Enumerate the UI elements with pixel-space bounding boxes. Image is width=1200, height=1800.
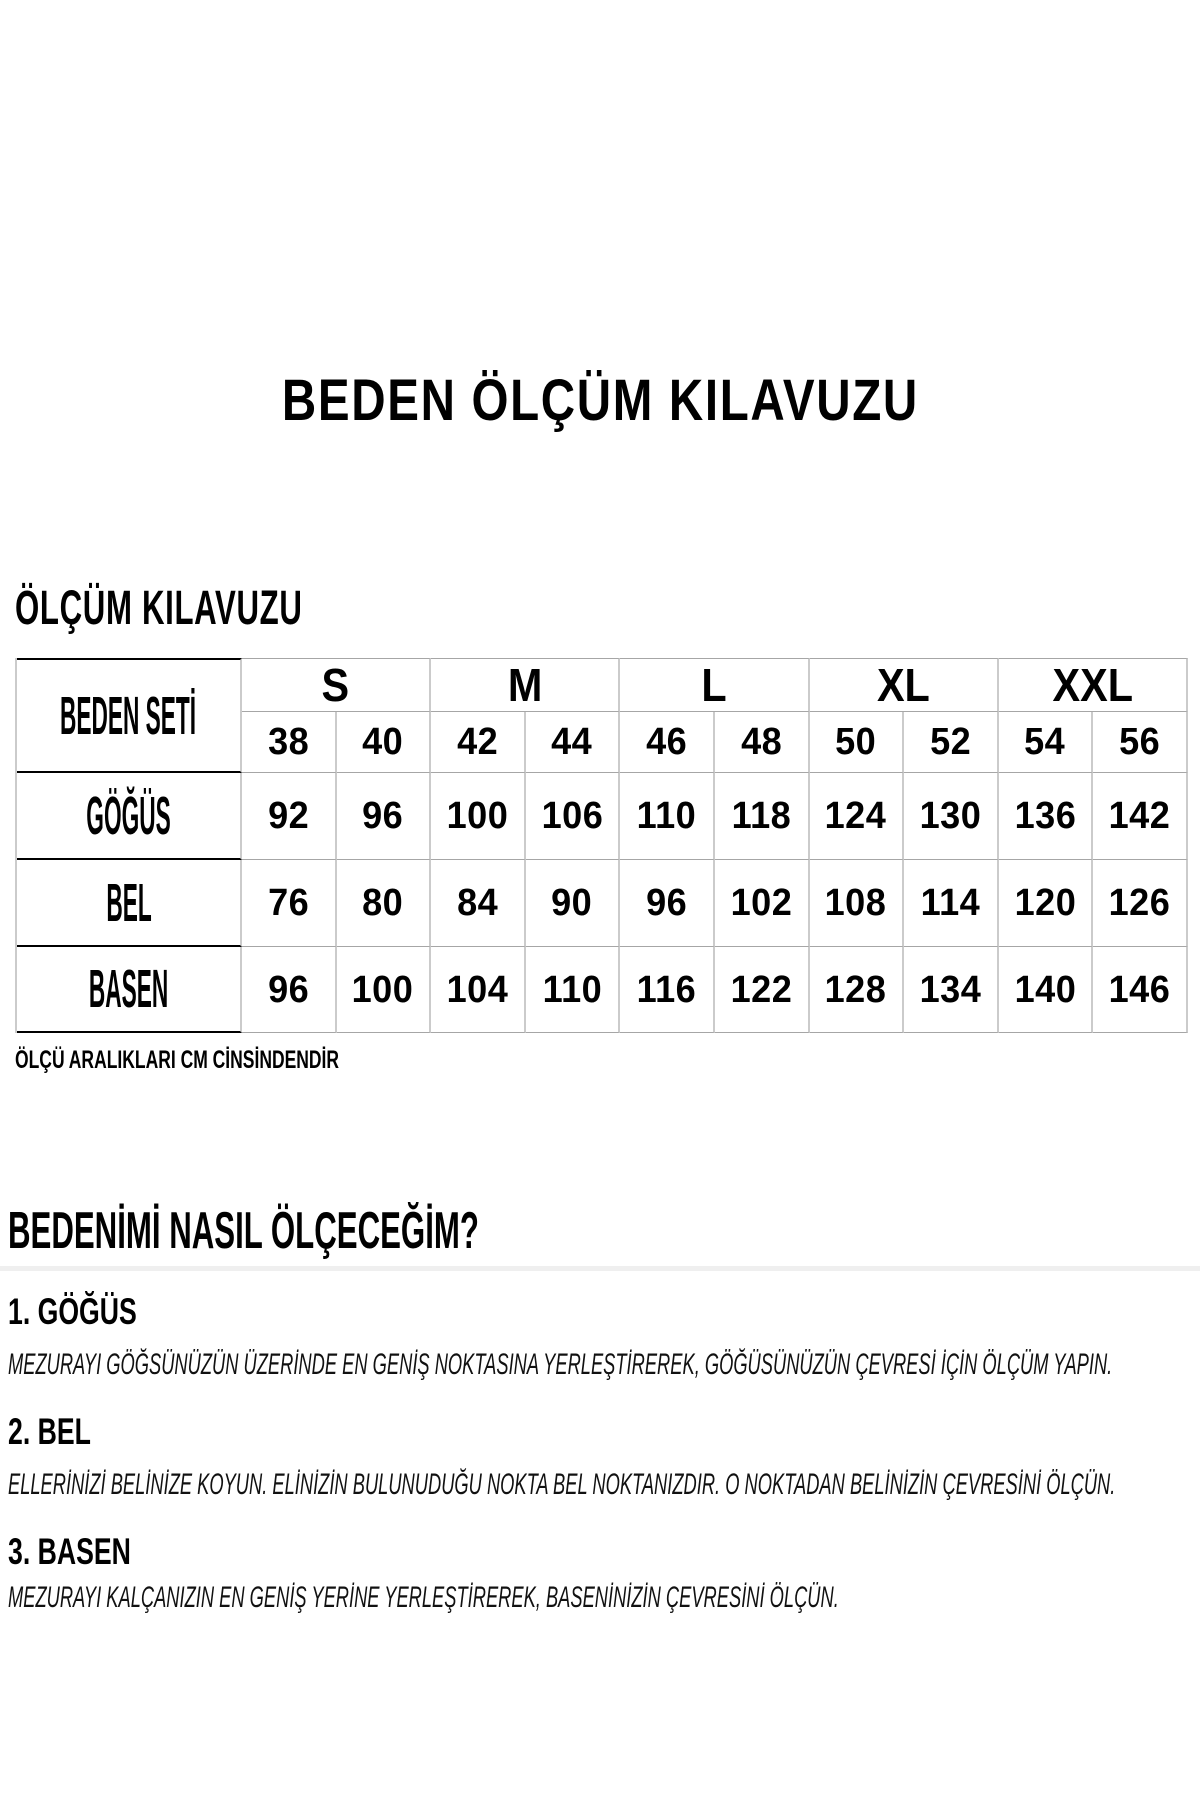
size-header-cell [620,712,715,773]
size-header-value: 52 [929,721,972,763]
how-to-measure-heading-text: BEDENİMİ NASIL ÖLÇECEĞİM? [8,1202,479,1260]
measurement-value [904,773,999,860]
measurement-value [620,773,715,860]
measurement-value [999,860,1094,947]
size-header-value: 38 [267,721,309,763]
measurement-value-text: 136 [1014,795,1076,837]
measurement-value [999,773,1094,860]
size-header-value: 46 [646,721,688,763]
measurement-value-text: 126 [1108,882,1171,924]
measurement-value-text: 122 [730,968,793,1011]
measurement-value-text: 100 [352,968,414,1011]
size-header-cell [242,712,337,773]
measurement-value [904,947,999,1033]
measurement-value-text: 102 [730,882,793,924]
units-note [15,1048,478,1073]
measurement-value [431,947,526,1033]
instruction-heading-text: 2. BEL [8,1411,91,1452]
measurement-value [810,773,905,860]
size-group-label: S [321,659,350,711]
size-header-value: 44 [551,721,593,763]
size-header-cell [999,712,1094,773]
size-header-cell [715,712,810,773]
size-header-value: 48 [740,721,782,763]
size-header-value: 40 [362,721,404,763]
measurement-value-text: 90 [551,882,593,924]
size-header-value: 54 [1024,721,1066,763]
measurement-value [904,860,999,947]
size-group-xl [810,658,999,712]
size-header-cell [337,712,432,773]
measurement-value [715,773,810,860]
measurement-value-text: 80 [362,882,404,924]
size-header-cell [526,712,621,773]
measurement-value [526,773,621,860]
instruction-body-text: MEZURAYI KALÇANIZIN EN GENİŞ YERİNE YERLEŞTİREREK, BASENİNİZİN ÇEVRESİNİ ÖLÇÜN. [8,1581,839,1614]
instruction-text-hips [8,1581,1200,1614]
measurement-value [999,947,1094,1033]
measurement-value-text: 124 [825,795,887,837]
instruction-heading-text: 3. BASEN [8,1531,131,1572]
measurement-value-text: 110 [542,968,602,1011]
measurement-value-text: 92 [267,795,309,837]
measurement-value-text: 118 [731,795,792,837]
measurement-value-text: 104 [446,968,509,1011]
measurement-label-text: BASEN [88,959,169,1019]
size-set-header-cell [17,658,242,773]
units-note-text: ÖLÇÜ ARALIKLARI CM CİNSİNDENDİR [15,1046,340,1074]
measurement-value [337,947,432,1033]
size-group-label: XXL [1052,659,1133,711]
measurement-guide-heading-text: ÖLÇÜM KILAVUZU [15,582,303,635]
size-header-cell [1093,712,1188,773]
measurement-value-text: 142 [1108,795,1171,837]
measurement-value [1093,773,1188,860]
measurement-value-text: 110 [636,795,697,837]
measurement-value [810,860,905,947]
measurement-value [526,860,621,947]
measurement-label-waist [17,860,242,947]
size-group-l [620,658,809,712]
measurement-value [337,860,432,947]
size-set-header-text: BEDEN SETİ [60,685,197,746]
size-group-s [242,658,431,712]
measurement-value-text: 76 [267,882,309,924]
measurement-label-hips [17,947,242,1033]
measurement-value-text: 84 [456,882,499,924]
measurement-value-text: 140 [1014,968,1076,1011]
measurement-value-text: 108 [825,882,887,924]
size-header-value: 56 [1119,721,1161,763]
size-group-m [431,658,620,712]
measurement-label-chest [17,773,242,860]
instruction-heading-waist [8,1413,123,1450]
measurement-value-text: 106 [541,795,603,837]
instruction-body-text: ELLERİNİZİ BELİNİZE KOYUN. ELİNİZİN BULUNUDUĞU NOKTA BEL NOKTANIZDIR. O NOKTADAN BELİNİZİN ÇEVRESİNİ ÖLÇÜN. [8,1468,1116,1501]
measurement-value [242,860,337,947]
measurement-value-text: 96 [267,968,309,1011]
measurement-value [1093,947,1188,1033]
measurement-value [620,860,715,947]
page-title [0,368,1200,433]
measurement-value-text: 116 [636,968,697,1011]
measurement-label-text: GÖĞÜS [86,785,171,846]
size-group-label: L [701,659,727,711]
instruction-heading-text: 1. GÖĞÜS [8,1291,137,1332]
instruction-body-text: MEZURAYI GÖĞSÜNÜZÜN ÜZERİNDE EN GENİŞ NOKTASINA YERLEŞTİREREK, GÖĞÜSÜNÜZÜN ÇEVRESİ İÇİN ÖLÇÜM YAPIN. [8,1348,1113,1381]
measurement-value-text: 96 [646,882,688,924]
measurement-value-text: 120 [1014,882,1076,924]
measurement-value-text: 96 [362,795,404,837]
measurement-value-text: 134 [919,968,982,1011]
measurement-value-text: 114 [920,882,981,924]
size-header-cell [904,712,999,773]
size-header-value: 42 [456,721,499,763]
instruction-heading-chest [8,1293,187,1330]
size-table [15,658,1188,1033]
section-divider [0,1266,1200,1271]
instruction-text-waist [8,1468,1200,1501]
instruction-heading-hips [8,1533,179,1570]
measurement-value [431,860,526,947]
measurement-value [1093,860,1188,947]
size-group-label: M [507,659,543,711]
measurement-value [242,773,337,860]
measurement-value-text: 146 [1108,968,1171,1011]
size-group-xxl [999,658,1188,712]
measurement-value [810,947,905,1033]
size-header-cell [810,712,905,773]
measurement-value [526,947,621,1033]
measurement-value-text: 100 [446,795,509,837]
measurement-label-text: BEL [105,872,152,933]
measurement-value [242,947,337,1033]
page-title-text: BEDEN ÖLÇÜM KILAVUZU [281,368,919,433]
measurement-value-text: 130 [919,795,982,837]
measurement-value [620,947,715,1033]
measurement-value [715,947,810,1033]
size-header-value: 50 [835,721,877,763]
instruction-text-chest [8,1348,1200,1381]
size-header-cell [431,712,526,773]
measurement-value [431,773,526,860]
measurement-guide-heading [15,582,457,635]
measurement-value [337,773,432,860]
size-group-label: XL [876,659,930,711]
measurement-value [715,860,810,947]
measurement-value-text: 128 [825,968,887,1011]
how-to-measure-heading [8,1202,793,1260]
